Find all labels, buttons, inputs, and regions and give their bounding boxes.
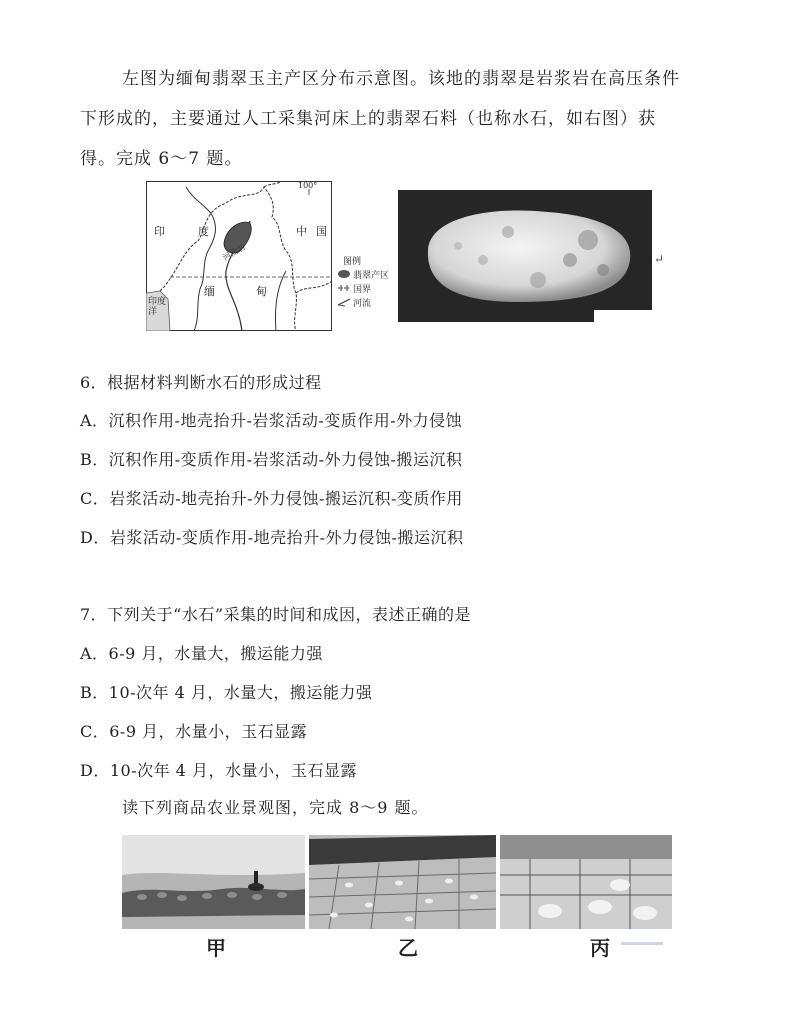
map-label-river: 河流名	[221, 242, 247, 263]
smudge-mark	[621, 942, 663, 945]
question-7-option-a: A．6-9 月，水量大，搬运能力强	[80, 644, 323, 663]
question-7-option-b: B．10-次年 4 月，水量大，搬运能力强	[80, 683, 373, 702]
jade-stone-photo	[398, 190, 652, 322]
question-6-stem: 6．根据材料判断水石的形成过程	[80, 373, 322, 392]
legend-jade-area-label: 翡翠产区	[353, 270, 390, 281]
legend-river	[337, 295, 399, 309]
pig-farm-drawing	[500, 835, 672, 929]
legend-jade-area	[337, 267, 399, 281]
map-label-myanmar-2: 甸	[256, 285, 267, 298]
caption-b: 乙	[398, 936, 418, 960]
caption-c: 丙	[590, 936, 610, 960]
legend-title: 图例	[343, 256, 362, 267]
map-label-india: 印	[154, 225, 165, 238]
jade-area-icon	[337, 269, 351, 279]
question-6-option-b: B．沉积作用-变质作用-岩浆活动-外力侵蚀-搬运沉积	[80, 450, 463, 469]
intro-line-2: 下形成的，主要通过人工采集河床上的翡翠石料（也称水石，如右图）获	[80, 109, 656, 129]
grassland-drawing	[122, 835, 305, 929]
river-icon	[337, 297, 351, 307]
legend-border	[337, 281, 399, 295]
question-7-option-d: D．10-次年 4 月，水量小，玉石显露	[80, 761, 357, 780]
map-label-myanmar: 缅	[204, 285, 215, 298]
question-6-option-d: D．岩浆活动-变质作用-地壳抬升-外力侵蚀-搬运沉积	[80, 528, 464, 547]
return-mark: ↵	[654, 252, 665, 266]
map-longitude: 100°	[298, 181, 318, 190]
question-7-stem: 7．下列关于“水石”采集的时间和成因，表述正确的是	[80, 605, 472, 624]
photo-pig-farm	[500, 835, 672, 929]
map-label-china-2: 国	[316, 225, 327, 238]
photo-goat-pens	[309, 835, 496, 929]
intro-line-3: 得。完成 6～7 题。	[80, 149, 243, 169]
caption-a: 甲	[206, 936, 226, 960]
map-label-china: 中	[296, 225, 307, 238]
map-drawing	[146, 181, 332, 331]
question-6-option-a: A．沉积作用-地壳抬升-岩浆活动-变质作用-外力侵蚀	[80, 411, 463, 430]
intro-line-1: 左图为缅甸翡翠玉主产区分布示意图。该地的翡翠是岩浆岩在高压条件	[122, 69, 680, 89]
map-legend	[337, 253, 399, 323]
photo-corner	[594, 310, 652, 322]
jade-distribution-map	[146, 181, 332, 331]
question-6-option-c: C．岩浆活动-地壳抬升-外力侵蚀-搬运沉积-变质作用	[80, 489, 463, 508]
intro-questions-8-9: 读下列商品农业景观图，完成 8～9 题。	[122, 798, 429, 817]
goat-pens-drawing	[309, 835, 496, 929]
map-label-ocean: 印度洋	[148, 297, 167, 317]
question-7-option-c: C．6-9 月，水量小，玉石显露	[80, 722, 308, 741]
legend-border-label: 国界	[353, 284, 372, 295]
jade-stone-drawing	[398, 190, 652, 322]
border-icon	[337, 283, 351, 293]
legend-river-label: 河流	[353, 298, 372, 309]
map-label-india-2: 度	[198, 225, 209, 238]
photo-grassland-herding	[122, 835, 305, 929]
